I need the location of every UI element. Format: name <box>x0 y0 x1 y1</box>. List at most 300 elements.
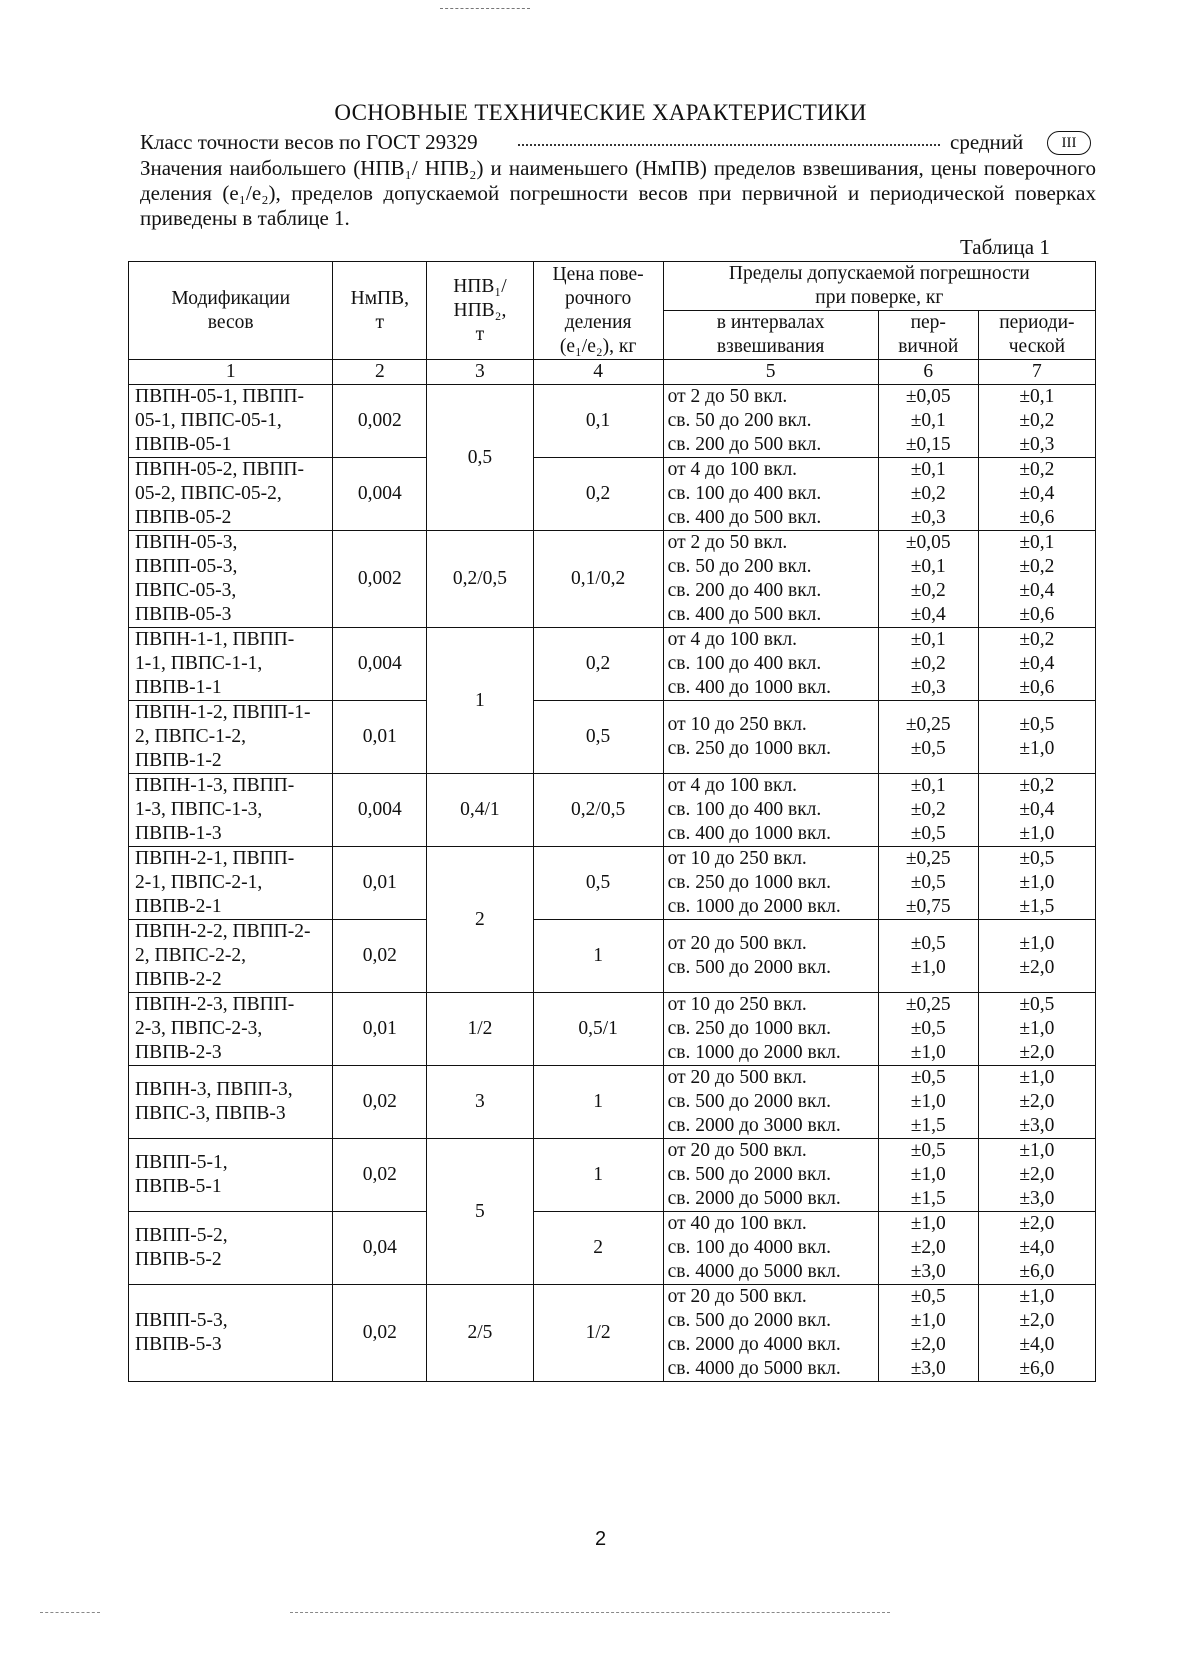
interval-line: св. 2000 до 3000 вкл. <box>667 1115 841 1136</box>
modification-line: ПВПВ-2-2 <box>135 969 222 990</box>
primary-error-line: ±0,1 <box>910 410 946 431</box>
header-line: деления <box>564 311 632 333</box>
interval-line: от 40 до 100 вкл. <box>667 1213 807 1234</box>
periodic-error-line: ±0,4 <box>1019 580 1055 601</box>
periodic-error-cell <box>978 1285 1095 1382</box>
modification-line: ПВПВ-05-1 <box>135 434 232 455</box>
modification-line: ПВПН-1-1, ПВПП- <box>135 629 295 650</box>
header-line: пер- <box>910 312 946 333</box>
intervals-cell <box>663 701 878 774</box>
modification-line: ПВПН-2-3, ПВПП- <box>135 994 295 1015</box>
table-row <box>129 847 1096 920</box>
header-division <box>533 262 663 360</box>
primary-error-line: ±2,0 <box>910 1237 946 1258</box>
periodic-error-line: ±1,0 <box>1019 872 1055 893</box>
header-line: ческой <box>1008 336 1066 357</box>
periodic-error-line: ±1,0 <box>1019 1067 1055 1088</box>
primary-error-line: ±0,2 <box>910 653 946 674</box>
modification-line: 05-2, ПВПС-05-2, <box>135 483 282 504</box>
table-row <box>129 920 1096 993</box>
periodic-error-line: ±1,0 <box>1019 1140 1055 1161</box>
header-nmpv <box>333 262 427 360</box>
primary-error-line: ±0,5 <box>910 823 946 844</box>
interval-line: св. 400 до 1000 вкл. <box>667 823 832 844</box>
table-row <box>129 1139 1096 1212</box>
column-number: 1 <box>129 360 333 385</box>
primary-error-cell <box>878 628 978 701</box>
periodic-error-line: ±0,6 <box>1019 604 1055 625</box>
primary-error-cell <box>878 701 978 774</box>
scan-artifact-bottom-left <box>40 1612 100 1613</box>
modification-line: 05-1, ПВПС-05-1, <box>135 410 282 431</box>
table-row <box>129 774 1096 847</box>
accuracy-class-mark: III <box>1047 131 1091 155</box>
periodic-error-line: ±0,5 <box>1019 714 1055 735</box>
interval-line: св. 200 до 400 вкл. <box>667 580 822 601</box>
scan-artifact-top <box>440 8 530 9</box>
modification-line: ПВПС-05-3, <box>135 580 237 601</box>
modification-line: ПВПВ-5-2 <box>135 1249 222 1270</box>
nmpv-cell: 0,004 <box>333 774 427 847</box>
modification-line: ПВПП-5-2, <box>135 1225 228 1246</box>
periodic-error-cell <box>978 628 1095 701</box>
primary-error-line: ±0,1 <box>910 629 946 650</box>
periodic-error-line: ±2,0 <box>1019 957 1055 978</box>
periodic-error-line: ±0,1 <box>1019 532 1055 553</box>
nmpv-cell: 0,01 <box>333 701 427 774</box>
table-row <box>129 628 1096 701</box>
periodic-error-line: ±4,0 <box>1019 1334 1055 1355</box>
column-number: 4 <box>533 360 663 385</box>
periodic-error-line: ±1,5 <box>1019 896 1055 917</box>
header-modifications <box>129 262 333 360</box>
nmpv-cell: 0,01 <box>333 847 427 920</box>
intervals-cell <box>663 1139 878 1212</box>
npv-cell: 0,4/1 <box>427 774 533 847</box>
header-error-limits <box>663 262 1095 311</box>
primary-error-line: ±0,5 <box>910 872 946 893</box>
primary-error-cell <box>878 1212 978 1285</box>
interval-line: св. 2000 до 5000 вкл. <box>667 1188 841 1209</box>
division-cell: 0,2/0,5 <box>533 774 663 847</box>
division-cell: 1 <box>533 1139 663 1212</box>
periodic-error-line: ±0,5 <box>1019 848 1055 869</box>
interval-line: от 4 до 100 вкл. <box>667 459 798 480</box>
intervals-cell <box>663 993 878 1066</box>
interval-line: св. 500 до 2000 вкл. <box>667 1310 832 1331</box>
modification-line: ПВПВ-05-2 <box>135 507 232 528</box>
periodic-error-line: ±2,0 <box>1019 1042 1055 1063</box>
periodic-error-line: ±4,0 <box>1019 1237 1055 1258</box>
periodic-error-line: ±0,5 <box>1019 994 1055 1015</box>
primary-error-line: ±0,5 <box>910 738 946 759</box>
primary-error-line: ±1,0 <box>910 1091 946 1112</box>
primary-error-line: ±0,5 <box>910 1286 946 1307</box>
modification-cell <box>129 847 333 920</box>
division-cell: 0,5/1 <box>533 993 663 1066</box>
header-line: периоди- <box>999 312 1075 333</box>
interval-line: от 10 до 250 вкл. <box>667 848 807 869</box>
primary-error-line: ±3,0 <box>910 1358 946 1379</box>
modification-cell <box>129 458 333 531</box>
interval-line: св. 100 до 400 вкл. <box>667 653 822 674</box>
primary-error-line: ±0,3 <box>910 507 946 528</box>
header-line: т <box>475 323 485 345</box>
periodic-error-line: ±1,0 <box>1019 933 1055 954</box>
modification-line: ПВПН-2-2, ПВПП-2- <box>135 921 311 942</box>
modification-cell <box>129 993 333 1066</box>
nmpv-cell: 0,02 <box>333 1139 427 1212</box>
column-number: 7 <box>978 360 1095 385</box>
npv-cell: 1 <box>427 628 533 774</box>
nmpv-cell: 0,04 <box>333 1212 427 1285</box>
interval-line: от 20 до 500 вкл. <box>667 1286 807 1307</box>
modification-line: ПВПВ-5-3 <box>135 1334 222 1355</box>
nmpv-cell: 0,02 <box>333 1066 427 1139</box>
primary-error-line: ±0,05 <box>905 386 951 407</box>
primary-error-line: ±0,5 <box>910 1018 946 1039</box>
periodic-error-line: ±0,4 <box>1019 799 1055 820</box>
primary-error-line: ±0,1 <box>910 459 946 480</box>
header-intervals <box>663 311 878 360</box>
modification-line: ПВПВ-5-1 <box>135 1176 222 1197</box>
table-row <box>129 993 1096 1066</box>
interval-line: св. 1000 до 2000 вкл. <box>667 896 841 917</box>
npv-cell: 2 <box>427 847 533 993</box>
periodic-error-cell <box>978 847 1095 920</box>
primary-error-line: ±0,2 <box>910 580 946 601</box>
modification-line: ПВПН-05-3, <box>135 532 238 553</box>
nmpv-cell: 0,004 <box>333 628 427 701</box>
intervals-cell <box>663 920 878 993</box>
periodic-error-line: ±0,2 <box>1019 629 1055 650</box>
interval-line: св. 2000 до 4000 вкл. <box>667 1334 841 1355</box>
modification-line: ПВПВ-1-1 <box>135 677 222 698</box>
modification-line: 2-1, ПВПС-2-1, <box>135 872 263 893</box>
modification-cell <box>129 701 333 774</box>
periodic-error-cell <box>978 993 1095 1066</box>
header-periodic <box>978 311 1095 360</box>
header-line: Пределы допускаемой погрешности <box>728 263 1030 284</box>
npv-cell: 5 <box>427 1139 533 1285</box>
interval-line: от 20 до 500 вкл. <box>667 1140 807 1161</box>
interval-line: св. 50 до 200 вкл. <box>667 410 812 431</box>
periodic-error-line: ±1,0 <box>1019 1286 1055 1307</box>
division-cell: 2 <box>533 1212 663 1285</box>
intervals-cell <box>663 531 878 628</box>
modification-line: ПВПВ-1-3 <box>135 823 222 844</box>
interval-line: от 20 до 500 вкл. <box>667 1067 807 1088</box>
primary-error-line: ±1,0 <box>910 957 946 978</box>
header-line: рочного <box>564 287 632 309</box>
interval-line: от 2 до 50 вкл. <box>667 386 788 407</box>
primary-error-line: ±0,15 <box>905 434 951 455</box>
primary-error-line: ±0,05 <box>905 532 951 553</box>
npv-cell: 0,5 <box>427 385 533 531</box>
intervals-cell <box>663 628 878 701</box>
header-primary <box>878 311 978 360</box>
interval-line: от 10 до 250 вкл. <box>667 994 807 1015</box>
periodic-error-line: ±1,0 <box>1019 738 1055 759</box>
periodic-error-line: ±6,0 <box>1019 1358 1055 1379</box>
periodic-error-cell <box>978 1066 1095 1139</box>
nmpv-cell: 0,01 <box>333 993 427 1066</box>
table-label: Таблица 1 <box>960 235 1050 259</box>
primary-error-line: ±0,25 <box>905 848 951 869</box>
modification-cell <box>129 1139 333 1212</box>
division-cell: 1 <box>533 1066 663 1139</box>
primary-error-line: ±0,25 <box>905 994 951 1015</box>
modification-line: 2, ПВПС-1-2, <box>135 726 247 747</box>
header-line: вичной <box>898 336 959 357</box>
primary-error-cell <box>878 774 978 847</box>
interval-line: от 20 до 500 вкл. <box>667 933 807 954</box>
intervals-cell <box>663 385 878 458</box>
primary-error-cell <box>878 385 978 458</box>
interval-line: св. 250 до 1000 вкл. <box>667 1018 832 1039</box>
interval-line: св. 500 до 2000 вкл. <box>667 1164 832 1185</box>
table-row <box>129 1066 1096 1139</box>
periodic-error-line: ±0,1 <box>1019 386 1055 407</box>
primary-error-cell <box>878 1285 978 1382</box>
modification-line: ПВПВ-2-3 <box>135 1042 222 1063</box>
primary-error-line: ±0,5 <box>910 1140 946 1161</box>
periodic-error-line: ±0,4 <box>1019 483 1055 504</box>
periodic-error-line: ±0,2 <box>1019 410 1055 431</box>
interval-line: св. 400 до 500 вкл. <box>667 507 822 528</box>
header-line: Модификации <box>171 287 291 309</box>
column-number-row <box>129 360 1096 385</box>
interval-line: св. 4000 до 5000 вкл. <box>667 1261 841 1282</box>
intervals-cell <box>663 1066 878 1139</box>
header-line: НПВ₁/ <box>453 275 507 297</box>
modification-cell <box>129 628 333 701</box>
modification-cell <box>129 385 333 458</box>
nmpv-cell: 0,02 <box>333 1285 427 1382</box>
primary-error-line: ±1,0 <box>910 1164 946 1185</box>
page-title: ОСНОВНЫЕ ТЕХНИЧЕСКИЕ ХАРАКТЕРИСТИКИ <box>334 100 867 125</box>
intervals-cell <box>663 458 878 531</box>
interval-line: св. 100 до 4000 вкл. <box>667 1237 832 1258</box>
periodic-error-line: ±6,0 <box>1019 1261 1055 1282</box>
modification-line: ПВПП-5-1, <box>135 1152 228 1173</box>
modification-line: ПВПВ-2-1 <box>135 896 222 917</box>
primary-error-line: ±0,1 <box>910 556 946 577</box>
periodic-error-cell <box>978 701 1095 774</box>
primary-error-cell <box>878 1139 978 1212</box>
division-cell: 0,2 <box>533 628 663 701</box>
primary-error-line: ±1,0 <box>910 1042 946 1063</box>
column-number: 3 <box>427 360 533 385</box>
header-line: при поверке, кг <box>815 287 944 308</box>
periodic-error-line: ±3,0 <box>1019 1115 1055 1136</box>
periodic-error-cell <box>978 458 1095 531</box>
modification-line: 1-3, ПВПС-1-3, <box>135 799 263 820</box>
division-cell: 0,1/0,2 <box>533 531 663 628</box>
primary-error-line: ±1,0 <box>910 1310 946 1331</box>
periodic-error-line: ±0,2 <box>1019 775 1055 796</box>
periodic-error-cell <box>978 531 1095 628</box>
header-line: взвешивания <box>716 336 825 357</box>
periodic-error-line: ±0,4 <box>1019 653 1055 674</box>
table-row <box>129 1285 1096 1382</box>
modification-cell <box>129 920 333 993</box>
modification-cell <box>129 1285 333 1382</box>
table-row <box>129 1212 1096 1285</box>
column-number: 5 <box>663 360 878 385</box>
modification-line: ПВПН-1-2, ПВПП-1- <box>135 702 311 723</box>
primary-error-cell <box>878 920 978 993</box>
periodic-error-cell <box>978 1139 1095 1212</box>
periodic-error-line: ±3,0 <box>1019 1188 1055 1209</box>
header-line: НПВ₂, <box>453 299 507 321</box>
modification-cell <box>129 531 333 628</box>
primary-error-line: ±1,0 <box>910 1213 946 1234</box>
primary-error-line: ±1,5 <box>910 1188 946 1209</box>
division-cell: 0,5 <box>533 847 663 920</box>
periodic-error-line: ±1,0 <box>1019 823 1055 844</box>
table-row <box>129 385 1096 458</box>
table-row <box>129 531 1096 628</box>
scan-artifact-bottom <box>290 1612 890 1613</box>
modification-line: 2, ПВПС-2-2, <box>135 945 247 966</box>
npv-cell: 0,2/0,5 <box>427 531 533 628</box>
column-number: 6 <box>878 360 978 385</box>
primary-error-line: ±0,25 <box>905 714 951 735</box>
modification-line: ПВПН-3, ПВПП-3, <box>135 1079 293 1100</box>
modification-line: ПВПН-1-3, ПВПП- <box>135 775 295 796</box>
header-line: в интервалах <box>716 312 825 333</box>
accuracy-label: Класс точности весов по ГОСТ 29329 <box>140 130 478 154</box>
interval-line: св. 400 до 1000 вкл. <box>667 677 832 698</box>
primary-error-cell <box>878 458 978 531</box>
periodic-error-cell <box>978 385 1095 458</box>
periodic-error-cell <box>978 1212 1095 1285</box>
primary-error-line: ±0,2 <box>910 799 946 820</box>
primary-error-cell <box>878 531 978 628</box>
modification-line: ПВПН-2-1, ПВПП- <box>135 848 295 869</box>
header-row <box>129 262 1096 311</box>
division-cell: 1 <box>533 920 663 993</box>
primary-error-line: ±1,5 <box>910 1115 946 1136</box>
header-line: Цена пове- <box>552 263 644 285</box>
primary-error-line: ±0,1 <box>910 775 946 796</box>
page-number: 2 <box>594 1528 607 1550</box>
intervals-cell <box>663 774 878 847</box>
primary-error-line: ±3,0 <box>910 1261 946 1282</box>
leader-dots <box>518 144 940 146</box>
table-row <box>129 701 1096 774</box>
nmpv-cell: 0,002 <box>333 385 427 458</box>
spec-table <box>128 261 1096 1382</box>
interval-line: св. 250 до 1000 вкл. <box>667 872 832 893</box>
modification-cell <box>129 774 333 847</box>
modification-line: 2-3, ПВПС-2-3, <box>135 1018 263 1039</box>
primary-error-cell <box>878 993 978 1066</box>
periodic-error-cell <box>978 920 1095 993</box>
interval-line: св. 250 до 1000 вкл. <box>667 738 832 759</box>
modification-cell <box>129 1212 333 1285</box>
modification-line: 1-1, ПВПС-1-1, <box>135 653 263 674</box>
periodic-error-line: ±2,0 <box>1019 1091 1055 1112</box>
nmpv-cell: 0,002 <box>333 531 427 628</box>
periodic-error-line: ±2,0 <box>1019 1310 1055 1331</box>
nmpv-cell: 0,02 <box>333 920 427 993</box>
npv-cell: 2/5 <box>427 1285 533 1382</box>
interval-line: от 4 до 100 вкл. <box>667 629 798 650</box>
column-number: 2 <box>333 360 427 385</box>
intro-paragraph: Значения наибольшего (НПВ₁/ НПВ₂) и наименьшего (НмПВ) пределов взвешивания, цены поверочного деления (e₁/e₂), пределов допускаемой погрешности весов при первичной и периодической поверках приведены в таблице 1. <box>140 156 1096 230</box>
modification-line: ПВПВ-1-2 <box>135 750 222 771</box>
primary-error-line: ±0,5 <box>910 1067 946 1088</box>
header-line: НмПВ, <box>350 287 410 309</box>
intervals-cell <box>663 1285 878 1382</box>
header-line: т <box>375 311 385 333</box>
header-npv <box>427 262 533 360</box>
modification-cell <box>129 1066 333 1139</box>
interval-line: св. 500 до 2000 вкл. <box>667 957 832 978</box>
periodic-error-line: ±2,0 <box>1019 1213 1055 1234</box>
interval-line: св. 100 до 400 вкл. <box>667 483 822 504</box>
periodic-error-line: ±0,3 <box>1019 434 1055 455</box>
interval-line: св. 1000 до 2000 вкл. <box>667 1042 841 1063</box>
interval-line: от 10 до 250 вкл. <box>667 714 807 735</box>
periodic-error-line: ±0,2 <box>1019 459 1055 480</box>
primary-error-cell <box>878 1066 978 1139</box>
modification-line: ПВПН-05-1, ПВПП- <box>135 386 304 407</box>
interval-line: св. 100 до 400 вкл. <box>667 799 822 820</box>
interval-line: св. 400 до 500 вкл. <box>667 604 822 625</box>
periodic-error-line: ±0,6 <box>1019 507 1055 528</box>
periodic-error-line: ±0,2 <box>1019 556 1055 577</box>
intervals-cell <box>663 847 878 920</box>
division-cell: 0,5 <box>533 701 663 774</box>
modification-line: ПВПВ-05-3 <box>135 604 232 625</box>
periodic-error-cell <box>978 774 1095 847</box>
modification-line: ПВПП-05-3, <box>135 556 238 577</box>
interval-line: св. 500 до 2000 вкл. <box>667 1091 832 1112</box>
primary-error-line: ±2,0 <box>910 1334 946 1355</box>
intervals-cell <box>663 1212 878 1285</box>
header-line: (e₁/e₂), кг <box>559 335 637 357</box>
primary-error-line: ±0,3 <box>910 677 946 698</box>
modification-line: ПВПП-5-3, <box>135 1310 228 1331</box>
interval-line: св. 4000 до 5000 вкл. <box>667 1358 841 1379</box>
periodic-error-line: ±2,0 <box>1019 1164 1055 1185</box>
division-cell: 0,1 <box>533 385 663 458</box>
modification-line: ПВПН-05-2, ПВПП- <box>135 459 304 480</box>
header-line: весов <box>207 311 254 333</box>
interval-line: от 4 до 100 вкл. <box>667 775 798 796</box>
nmpv-cell: 0,004 <box>333 458 427 531</box>
primary-error-line: ±0,75 <box>905 896 951 917</box>
modification-line: ПВПС-3, ПВПВ-3 <box>135 1103 286 1124</box>
primary-error-line: ±0,5 <box>910 933 946 954</box>
division-cell: 1/2 <box>533 1285 663 1382</box>
interval-line: св. 50 до 200 вкл. <box>667 556 812 577</box>
primary-error-line: ±0,4 <box>910 604 946 625</box>
division-cell: 0,2 <box>533 458 663 531</box>
periodic-error-line: ±0,6 <box>1019 677 1055 698</box>
interval-line: св. 200 до 500 вкл. <box>667 434 822 455</box>
npv-cell: 3 <box>427 1066 533 1139</box>
primary-error-line: ±0,2 <box>910 483 946 504</box>
accuracy-line <box>140 130 1100 158</box>
primary-error-cell <box>878 847 978 920</box>
npv-cell: 1/2 <box>427 993 533 1066</box>
interval-line: от 2 до 50 вкл. <box>667 532 788 553</box>
accuracy-class: средний <box>950 130 1024 154</box>
